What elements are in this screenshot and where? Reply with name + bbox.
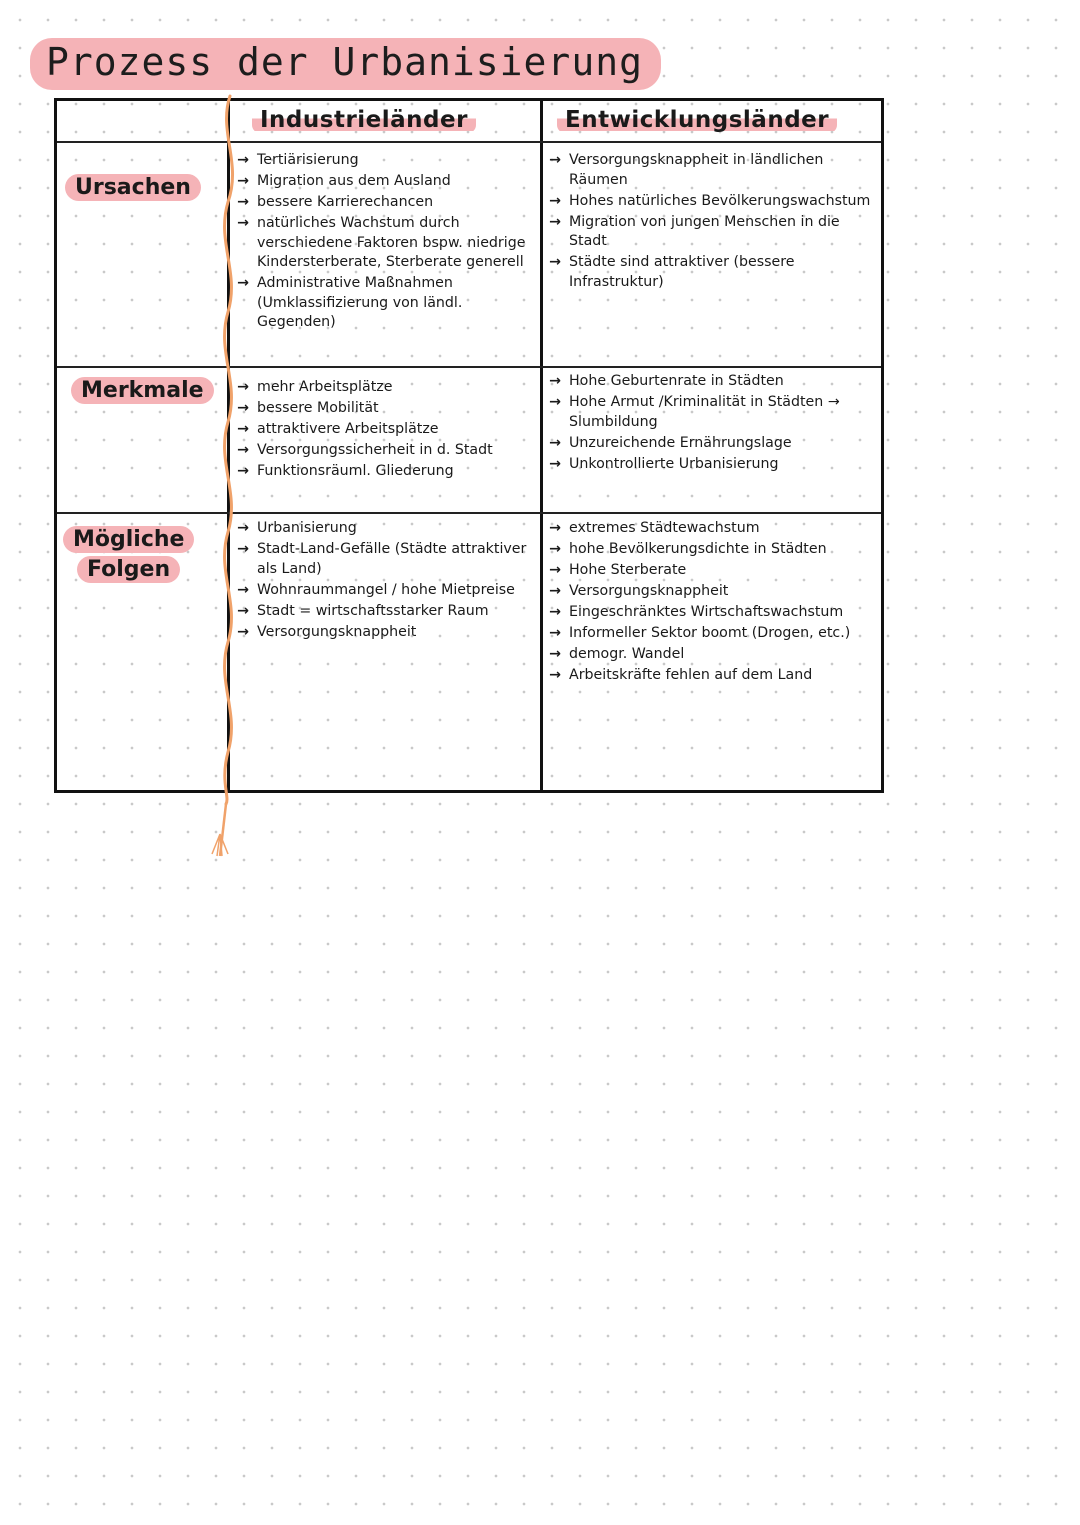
list-item: → Administrative Maßnahmen (Umklassifizierung von ländl. Gegenden) — [237, 274, 532, 333]
header-industrielaender: Industrieländer — [252, 107, 476, 133]
header-divider — [57, 141, 881, 143]
list-item: → Eingeschränktes Wirtschaftswachstum — [549, 603, 877, 623]
list-item: → Informeller Sektor boomt (Drogen, etc.) — [549, 624, 877, 644]
bookmark-ribbon-icon — [200, 92, 250, 862]
cell-ursachen-entwicklung — [549, 151, 877, 294]
list-item: → Stadt = wirtschaftsstarker Raum — [237, 602, 532, 622]
page-title: Prozess der Urbanisierung — [30, 38, 661, 90]
list-item: → Migration von jungen Menschen in die Stadt — [549, 213, 877, 252]
cell-merkmale-industrie — [237, 378, 532, 483]
list-item: → Wohnraummangel / hohe Mietpreise — [237, 581, 532, 601]
list-item: → attraktivere Arbeitsplätze — [237, 420, 532, 440]
list-item: → Stadt-Land-Gefälle (Städte attraktiver als Land) — [237, 540, 532, 579]
list-item: → Unkontrollierte Urbanisierung — [549, 455, 877, 475]
row-label-ursachen: Ursachen — [65, 173, 201, 203]
list-item: → Hohes natürliches Bevölkerungswachstum — [549, 192, 877, 212]
list-item: → Unzureichende Ernährungslage — [549, 434, 877, 454]
consequence-list-developing — [549, 519, 877, 686]
list-item: → demogr. Wandel — [549, 645, 877, 665]
list-item: → Städte sind attraktiver (bessere Infrastruktur) — [549, 253, 877, 292]
page-title-wrap — [30, 38, 661, 90]
list-item: → Versorgungsknappheit — [549, 582, 877, 602]
cause-list-industry — [237, 151, 532, 333]
row-divider-1 — [57, 366, 881, 368]
list-item: → Hohe Armut /Kriminalität in Städten → Slumbildung — [549, 393, 877, 432]
list-item: → Arbeitskräfte fehlen auf dem Land — [549, 666, 877, 686]
list-item: → Versorgungsknappheit — [237, 623, 532, 643]
list-item: → bessere Mobilität — [237, 399, 532, 419]
row-divider-2 — [57, 512, 881, 514]
feature-list-industry — [237, 378, 532, 482]
list-item: → extremes Städtewachstum — [549, 519, 877, 539]
list-item: → natürliches Wachstum durch verschiedene Faktoren bspw. niedrige Kindersterberate, Sterberate generell — [237, 214, 532, 273]
cell-ursachen-industrie — [237, 151, 532, 334]
consequence-list-industry — [237, 519, 532, 642]
feature-list-developing — [549, 372, 877, 474]
list-item: → Hohe Sterberate — [549, 561, 877, 581]
cause-list-developing — [549, 151, 877, 292]
list-item: → Urbanisierung — [237, 519, 532, 539]
list-item: → Tertiärisierung — [237, 151, 532, 171]
cell-merkmale-entwicklung — [549, 372, 877, 476]
row-label-merkmale: Merkmale — [71, 376, 214, 406]
header-entwicklungslaender: Entwicklungsländer — [557, 107, 837, 133]
row-label-moegliche-folgen: Mögliche Folgen — [63, 525, 194, 585]
comparison-table — [54, 98, 884, 793]
cell-folgen-entwicklung — [549, 519, 877, 687]
list-item: → Versorgungsknappheit in ländlichen Räumen — [549, 151, 877, 190]
cell-folgen-industrie — [237, 519, 532, 644]
list-item: → Migration aus dem Ausland — [237, 172, 532, 192]
list-item: → Funktionsräuml. Gliederung — [237, 462, 532, 482]
list-item: → Hohe Geburtenrate in Städten — [549, 372, 877, 392]
list-item: → mehr Arbeitsplätze — [237, 378, 532, 398]
list-item: → hohe Bevölkerungsdichte in Städten — [549, 540, 877, 560]
list-item: → Versorgungssicherheit in d. Stadt — [237, 441, 532, 461]
column-divider-2 — [540, 101, 543, 790]
list-item: → bessere Karrierechancen — [237, 193, 532, 213]
